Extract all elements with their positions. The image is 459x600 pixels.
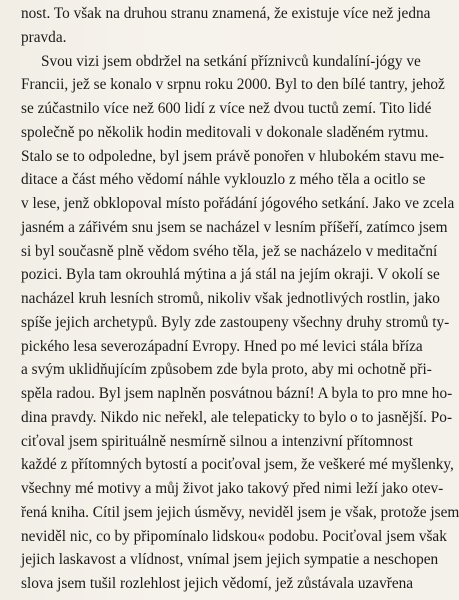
page-text: [21, 2, 459, 596]
text-line: společně po několik hodin meditovali v dokonale sladěném rytmu.: [21, 123, 429, 141]
text-line: jasném a zářivém snu jsem se nacházel v lesním příšeří, zatímco jsem: [21, 218, 448, 236]
text-line: neviděl nic, co by připomínalo lidskou« podobu. Pociťoval jsem však: [21, 527, 447, 545]
text-line: pravda.: [21, 28, 67, 46]
text-line: dina pravdy. Nikdo nic neřekl, ale telepaticky to bylo o to jasnější. Po-: [21, 408, 453, 426]
text-line: každé z přítomných bytostí a pociťoval jsem, že veškeré mé myšlenky,: [21, 456, 454, 474]
text-line: si byl současně plně vědom svého těla, jež se nacházelo v meditační: [21, 242, 438, 260]
paragraph: [21, 50, 459, 596]
text-line: Stalo se to odpoledne, byl jsem právě ponořen v hlubokém stavu me-: [21, 147, 445, 165]
text-line: ditace a část mého vědomí náhle vyklouzlo z mého těla a ocitlo se: [21, 171, 426, 189]
text-line: spíše jejich archetypů. Byly zde zastoupeny všechny druhy stromů ty-: [21, 313, 450, 331]
text-line: jejich laskavost a vlídnost, vnímal jsem jejich sympatie a neschopen: [21, 551, 439, 569]
text-line: řená kniha. Cítil jsem jejich úsměvy, neviděl jsem je však, protože jsem: [21, 503, 459, 521]
text-line: pického lesa severozápadní Evropy. Hned po mé levici stála bříza: [21, 337, 423, 355]
text-line: pozici. Byla tam okrouhlá mýtina a já stál na jejím okraji. V okolí se: [21, 266, 440, 284]
text-line: nacházel kruh lesních stromů, nikoliv však jednotlivých rostlin, jako: [21, 290, 440, 307]
text-line: ciťoval jsem spirituálně nesmírně silnou a intenzivní přítomnost: [21, 432, 413, 450]
text-line: nost. To však na druhou stranu znamená, že existuje více než jedna: [21, 5, 431, 22]
text-line: Francii, jež se konalo v srpnu roku 2000. Byl to den bílé tantry, jehož: [21, 76, 445, 94]
text-line: a svým uklidňujícím způsobem zde byla proto, aby mi ochotně při-: [21, 361, 432, 379]
paragraph: [21, 2, 431, 50]
text-line: všechny mé motivy a můj život jako takový před nimi leží jako otev-: [21, 480, 444, 497]
text-line: Svou vizi jsem obdržel na setkání příznivců kundalíní-jógy ve: [41, 52, 421, 70]
text-line: se zúčastnilo více než 600 lidí z více než dvou tuctů zemí. Tito lidé: [21, 100, 432, 117]
text-line: spěla radou. Byl jsem naplněn posvátnou bázní! A byla to pro mne ho-: [21, 385, 453, 402]
text-line: v lese, jenž obklopoval místo pořádání jógového setkání. Jako ve zcela: [21, 195, 455, 212]
text-line: slova jsem tušil rozlehlost jejich vědomí, jež zůstávala uzavřena: [21, 575, 414, 592]
